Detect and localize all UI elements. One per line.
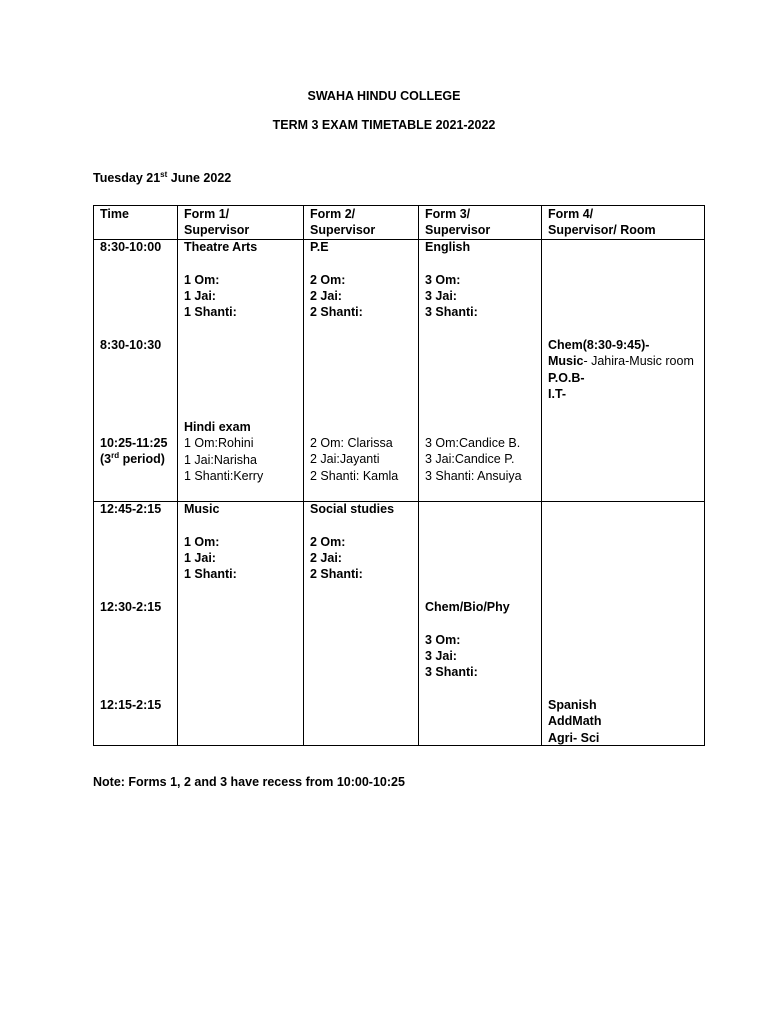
subject: P.O.B- xyxy=(548,370,585,385)
exam-date xyxy=(93,170,231,186)
supervisor: 3 Om: xyxy=(425,632,461,647)
subject: Spanish xyxy=(548,698,597,712)
time-slot-line: 10:25-11:25 xyxy=(100,436,168,450)
header-form2-line1: Form 2/ xyxy=(310,207,356,221)
date-day: Tuesday 21 xyxy=(93,171,161,185)
column-divider xyxy=(541,206,542,745)
supervisor: 2 Shanti: xyxy=(310,305,363,320)
header-form4 xyxy=(548,206,656,239)
form1-hindi-exam xyxy=(184,419,263,484)
subject: Music xyxy=(184,502,220,516)
form1-afternoon-exam xyxy=(184,501,237,582)
subject: Theatre Arts xyxy=(184,240,258,254)
subject: Social studies xyxy=(310,502,395,516)
header-form1-line1: Form 1/ xyxy=(184,207,230,221)
supervisor: 2 Jai: xyxy=(310,550,342,565)
subject-with-room xyxy=(548,353,694,369)
date-month-year: June 2022 xyxy=(167,171,232,185)
header-form3-line2: Supervisor xyxy=(425,223,491,238)
subject: I.T- xyxy=(548,386,567,401)
supervisor: 2 Jai: xyxy=(310,288,342,303)
subject: English xyxy=(425,240,471,254)
supervisor: 2 Shanti: xyxy=(310,567,363,582)
header-form2-line2: Supervisor xyxy=(310,223,376,238)
supervisor: 3 Shanti: xyxy=(425,305,478,320)
subject: Chem(8:30-9:45)- xyxy=(548,338,650,352)
college-name: SWAHA HINDU COLLEGE xyxy=(307,89,461,103)
form4-afternoon-exams xyxy=(548,697,601,746)
form4-morning-exams xyxy=(548,337,694,402)
column-divider xyxy=(418,206,419,745)
supervisor: 2 Shanti: Kamla xyxy=(310,468,399,483)
timetable-title: TERM 3 EXAM TIMETABLE 2021-2022 xyxy=(272,118,496,132)
time-slot: 12:45-2:15 xyxy=(100,502,162,516)
header-form3 xyxy=(425,206,490,239)
note-ordinal: rd xyxy=(111,451,120,461)
subject: Agri- Sci xyxy=(548,730,600,745)
supervisor: 3 Jai: xyxy=(425,288,457,303)
supervisor: 3 Om:Candice B. xyxy=(425,436,521,450)
subject: P.E xyxy=(310,240,329,254)
header-form1-line2: Supervisor xyxy=(184,223,250,238)
form2-morning-exam xyxy=(310,239,363,320)
supervisor: 1 Jai: xyxy=(184,550,216,565)
supervisor: 1 Shanti: xyxy=(184,305,237,320)
header-form1 xyxy=(184,206,249,239)
supervisor: 1 Om:Rohini xyxy=(184,436,254,451)
header-form3-line1: Form 3/ xyxy=(425,207,471,221)
supervisor: 1 Shanti: xyxy=(184,567,237,582)
header-time: Time xyxy=(100,207,129,221)
supervisor: 2 Jai:Jayanti xyxy=(310,452,380,467)
time-slot: 12:30-2:15 xyxy=(100,600,162,614)
supervisor: 1 Jai: xyxy=(184,288,216,303)
note-close: period) xyxy=(119,452,165,467)
supervisor: 3 Shanti: xyxy=(425,665,478,680)
column-divider xyxy=(303,206,304,745)
time-slot: 8:30-10:00 xyxy=(100,240,162,254)
supervisor: 1 Om: xyxy=(184,534,220,549)
subject: Music xyxy=(548,354,584,369)
time-slot xyxy=(100,435,167,468)
subject: AddMath xyxy=(548,714,602,729)
supervisor: 1 Jai:Narisha xyxy=(184,452,257,467)
time-slot: 12:15-2:15 xyxy=(100,698,162,712)
room: - Jahira-Music room xyxy=(583,354,694,369)
column-divider xyxy=(177,206,178,745)
time-slot-note xyxy=(100,451,167,467)
supervisor: 2 Om: xyxy=(310,534,346,549)
supervisor: 1 Shanti:Kerry xyxy=(184,468,264,483)
timetable-table xyxy=(93,205,705,746)
form2-afternoon-exam xyxy=(310,501,394,582)
form1-morning-exam xyxy=(184,239,257,320)
header-form4-line1: Form 4/ xyxy=(548,207,594,221)
time-slot: 8:30-10:30 xyxy=(100,338,162,352)
form3-hindi-exam xyxy=(425,435,522,484)
header-form2 xyxy=(310,206,375,239)
header-form4-line2: Supervisor/ Room xyxy=(548,223,656,238)
recess-note: Note: Forms 1, 2 and 3 have recess from 10:00-10:25 xyxy=(93,775,405,789)
form3-afternoon-exam xyxy=(425,599,510,680)
supervisor: 3 Jai: xyxy=(425,648,457,663)
subject: Hindi exam xyxy=(184,420,251,434)
form2-hindi-exam xyxy=(310,435,398,484)
supervisor: 3 Shanti: Ansuiya xyxy=(425,468,522,483)
supervisor: 3 Jai:Candice P. xyxy=(425,452,515,467)
date-ordinal: st xyxy=(160,169,168,179)
form3-morning-exam xyxy=(425,239,478,320)
subject: Chem/Bio/Phy xyxy=(425,600,510,614)
supervisor: 2 Om: xyxy=(310,272,346,287)
supervisor: 3 Om: xyxy=(425,272,461,287)
supervisor: 1 Om: xyxy=(184,272,220,287)
supervisor: 2 Om: Clarissa xyxy=(310,436,393,450)
note-open: (3 xyxy=(100,452,112,467)
